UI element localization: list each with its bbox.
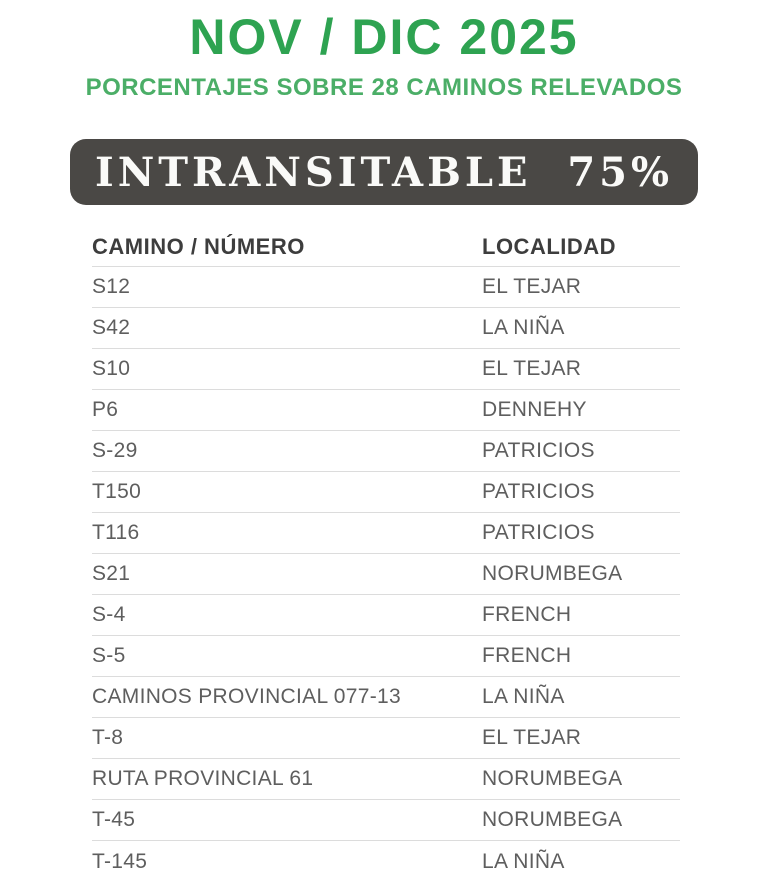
table-row [92, 472, 680, 513]
locality-cell: FRENCH [482, 644, 572, 667]
table-row [92, 595, 680, 636]
status-label: INTRANSITABLE [95, 148, 532, 196]
locality-cell: PATRICIOS [482, 521, 595, 544]
table-row [92, 841, 680, 882]
road-number-cell: T-45 [92, 808, 136, 831]
locality-cell: LA NIÑA [482, 849, 565, 873]
road-number-cell: RUTA PROVINCIAL 61 [92, 767, 314, 790]
table-row [92, 759, 680, 800]
road-number-cell: CAMINOS PROVINCIAL 077-13 [92, 685, 401, 708]
road-number-cell: S-5 [92, 644, 126, 667]
locality-cell: NORUMBEGA [482, 767, 623, 790]
locality-cell: PATRICIOS [482, 439, 595, 462]
table-row [92, 267, 680, 308]
locality-cell: DENNEHY [482, 398, 587, 421]
road-number-cell: S10 [92, 357, 131, 380]
locality-cell: EL TEJAR [482, 357, 582, 380]
locality-cell: EL TEJAR [482, 726, 582, 749]
road-number-cell: T-8 [92, 726, 124, 749]
road-number-cell: S21 [92, 562, 131, 585]
table-row [92, 800, 680, 841]
table-row [92, 308, 680, 349]
page-subtitle: PORCENTAJES SOBRE 28 CAMINOS RELEVADOS [85, 74, 683, 101]
table-header-row [92, 227, 680, 267]
locality-cell: PATRICIOS [482, 480, 595, 503]
road-number-cell: S42 [92, 316, 131, 339]
locality-cell: LA NIÑA [482, 685, 565, 708]
locality-cell: NORUMBEGA [482, 562, 623, 585]
table-row [92, 718, 680, 759]
status-percentage: 75% [567, 148, 673, 196]
road-number-cell: S-4 [92, 603, 126, 626]
road-number-cell: S-29 [92, 439, 138, 462]
table-row [92, 390, 680, 431]
road-number-cell: T116 [92, 521, 140, 544]
table-row [92, 513, 680, 554]
page-title: NOV / DIC 2025 [189, 9, 579, 65]
locality-cell: FRENCH [482, 603, 572, 626]
status-badge [70, 139, 698, 205]
road-number-cell: T-145 [92, 849, 148, 873]
locality-cell: NORUMBEGA [482, 808, 623, 831]
table-row [92, 431, 680, 472]
road-number-cell: S12 [92, 275, 131, 298]
road-number-cell: P6 [92, 398, 119, 421]
roads-table [92, 227, 680, 882]
column-header-localidad: LOCALIDAD [482, 233, 617, 259]
table-row [92, 349, 680, 390]
column-header-camino: CAMINO / NÚMERO [92, 233, 305, 259]
locality-cell: EL TEJAR [482, 275, 582, 298]
table-row [92, 554, 680, 595]
report-page [0, 8, 768, 883]
road-number-cell: T150 [92, 480, 142, 503]
locality-cell: LA NIÑA [482, 316, 565, 339]
table-row [92, 677, 680, 718]
table-row [92, 636, 680, 677]
